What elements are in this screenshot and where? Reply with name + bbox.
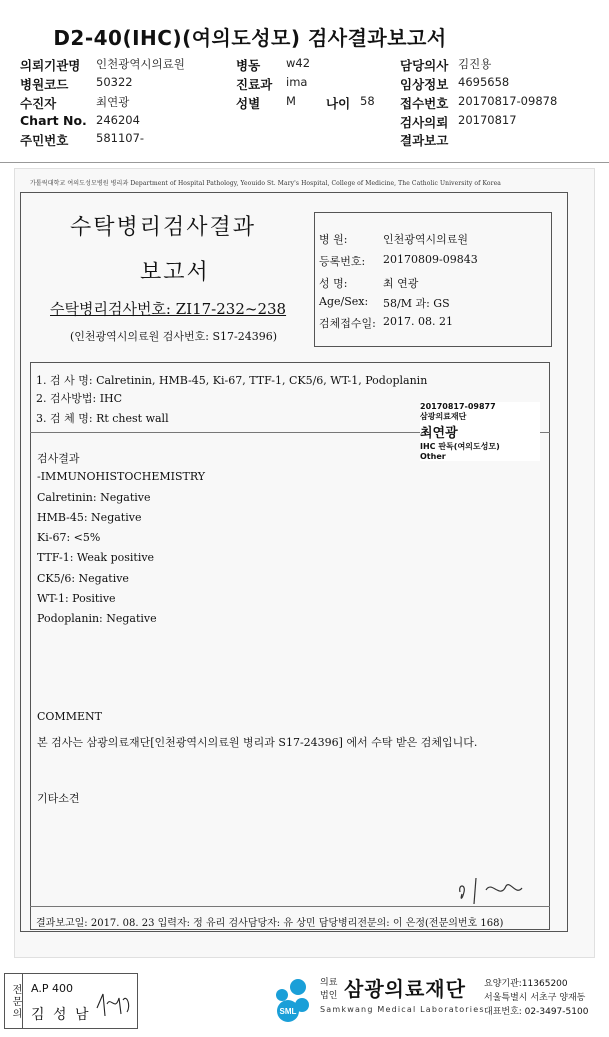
info-key: 등록번호: (319, 255, 366, 268)
footer-divider (30, 906, 550, 907)
header-divider (0, 162, 609, 163)
header-label: 병원코드 (20, 77, 69, 92)
bottom-bar (0, 965, 609, 1037)
corp-info-line: 대표번호: 02-3497-5100 (484, 1007, 589, 1017)
info-key: 성 명: (319, 277, 348, 290)
corp-name: 삼광의료재단 (344, 977, 466, 1001)
header-value: 인천광역시의료원 (96, 57, 185, 71)
expert-name: 김 성 남 (31, 1007, 91, 1023)
header-label: 의뢰기관명 (20, 58, 81, 73)
header-row (20, 56, 609, 75)
header-row (20, 113, 609, 132)
header-value: 20170817 (458, 113, 517, 127)
header-value: 581107- (96, 131, 145, 145)
info-key: Age/Sex: (319, 295, 369, 308)
result-item: WT-1: Positive (37, 592, 116, 605)
header-label: 나이 (326, 96, 351, 111)
reference-number: 수탁병리검사번호: ZI17-232~238 (50, 300, 287, 318)
header-label: 임상정보 (400, 77, 449, 92)
header-label: 결과보고 (400, 133, 449, 148)
comment-text: 본 검사는 삼광의료재단[인천광역시의료원 병리과 S17-24396] 에서 수탁 받은 검체입니다. (37, 736, 478, 749)
comment-heading: COMMENT (37, 710, 102, 723)
header-value: w42 (286, 56, 311, 70)
expert-label: 전문의 (5, 974, 23, 1028)
patient-info-box (314, 212, 552, 347)
header-value: 최연광 (96, 95, 130, 109)
stamp-name: 최연광 (420, 426, 458, 441)
logo-text: SML (279, 1007, 297, 1016)
header-label: 접수번호 (400, 96, 449, 111)
specimen-name: 3. 검 체 명: Rt chest wall (36, 412, 169, 425)
header-value: ima (286, 75, 308, 89)
expert-box (4, 973, 138, 1029)
header-value: 50322 (96, 75, 133, 89)
header-value: 김진용 (458, 57, 492, 71)
header-label: 병동 (236, 58, 261, 73)
department-line: 가톨릭대학교 여의도성모병원 병리과 Department of Hospital Pathology, Yeouido St. Mary's Hospital, College of Medicine, The Catholic University of Korea (30, 180, 501, 187)
corp-info-line: 요양기관:11365200 (484, 979, 568, 989)
patient-header (20, 56, 609, 151)
info-value: 58/M 과: GS (383, 297, 450, 310)
corp-info-line: 서울특별시 서초구 양재동 (484, 993, 586, 1003)
header-value: 246204 (96, 113, 140, 127)
header-value: M (286, 94, 296, 108)
info-key: 검체접수일: (319, 317, 376, 330)
result-item: HMB-45: Negative (37, 511, 142, 524)
result-item: TTF-1: Weak positive (37, 551, 155, 564)
pathologist-signature (452, 870, 532, 910)
result-item: CK5/6: Negative (37, 572, 129, 585)
stamp-number: 20170817-09877 (420, 402, 496, 411)
header-label: 수진자 (20, 96, 57, 111)
corp-prefix-line: 법인 (320, 991, 338, 1001)
report-title: D2-40(IHC)(여의도성모) 검사결과보고서 (53, 26, 447, 50)
other-findings: 기타소견 (37, 792, 80, 805)
header-label: Chart No. (20, 113, 87, 128)
result-item: Podoplanin: Negative (37, 612, 157, 625)
specimen-label-stamp (420, 402, 540, 461)
header-row (20, 94, 609, 113)
stamp-org: 삼광의료재단 (420, 412, 467, 421)
results-subheading: -IMMUNOHISTOCHEMISTRY (37, 470, 206, 483)
info-value: 인천광역시의료원 (383, 233, 469, 246)
result-item: Calretinin: Negative (37, 491, 151, 504)
header-value: 4695658 (458, 75, 510, 89)
result-item: Ki-67: <5% (37, 531, 101, 544)
test-name: 1. 검 사 명: Calretinin, HMB-45, Ki-67, TTF-1, CK5/6, WT-1, Podoplanin (36, 374, 428, 387)
header-value: 58 (360, 94, 375, 108)
info-key: 병 원: (319, 233, 348, 246)
stamp-category: Other (420, 452, 446, 461)
header-label: 담당의사 (400, 58, 449, 73)
header-value: 20170817-09878 (458, 94, 558, 108)
header-row (20, 75, 609, 94)
corp-english: Samkwang Medical Laboratories (320, 1005, 485, 1014)
corp-info (484, 977, 588, 1019)
expert-signature (93, 988, 133, 1022)
header-label: 성별 (236, 96, 261, 111)
stamp-test: IHC 판독(여의도성모) (420, 442, 500, 451)
header-row (20, 131, 609, 150)
report-heading: 수탁병리검사결과 (70, 215, 257, 240)
results-heading: 검사결과 (37, 452, 80, 465)
corp-prefix-line: 의료 (320, 978, 338, 988)
corp-prefix (320, 977, 337, 1003)
info-value: 최 연광 (383, 277, 419, 290)
info-value: 2017. 08. 21 (383, 315, 453, 328)
report-footer: 결과보고일: 2017. 08. 23 입력자: 정 유리 검사담당자: 유 상민 담당병리전문의: 이 은정(전문의번호 168) (36, 918, 504, 929)
reference-sub: (인천광역시의료원 검사번호: S17-24396) (70, 330, 278, 343)
header-label: 검사의뢰 (400, 115, 449, 130)
sml-logo-icon (268, 975, 316, 1023)
test-method: 2. 검사방법: IHC (36, 392, 123, 405)
info-value: 20170809-09843 (383, 253, 478, 266)
report-heading-line2: 보고서 (140, 260, 210, 285)
header-label: 진료과 (236, 77, 273, 92)
header-label: 주민번호 (20, 133, 69, 148)
ap-number: A.P 400 (31, 982, 73, 995)
